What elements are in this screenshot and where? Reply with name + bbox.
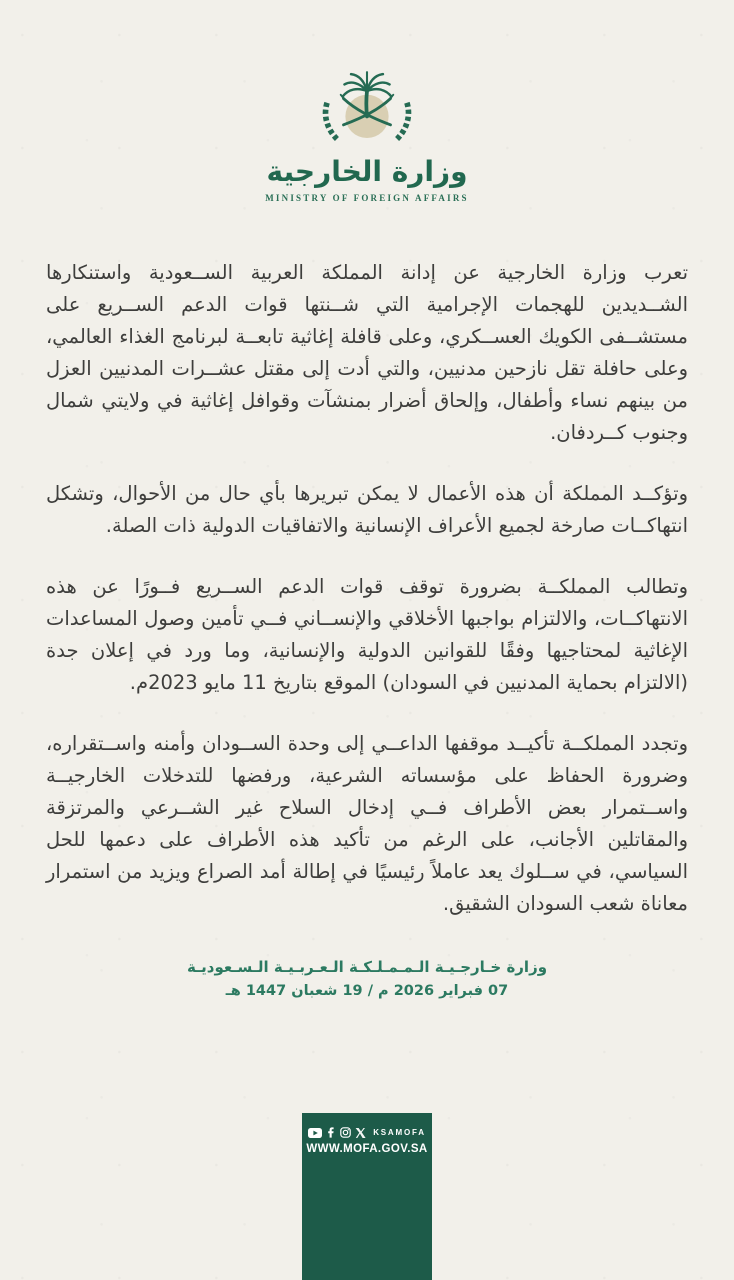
header [0, 0, 734, 203]
ministry-wordmark-english: MINISTRY OF FOREIGN AFFAIRS [265, 193, 469, 204]
facebook-icon [326, 1127, 336, 1138]
website-url: WWW.MOFA.GOV.SA [306, 1143, 428, 1155]
signature-ministry-name: وزارة خـارجـيـة الـمـمـلـكـة الـعـربـيـة الـسـعوديـة [186, 958, 548, 977]
signature-block [0, 958, 734, 999]
statement-paragraph: تعرب وزارة الخارجية عن إدانة المملكة العربية الســعودية واستنكارها الشــديدين للهجمات الإجرامية التي شــنتها قوات الدعم الســريع على مستشــفى الكويك العســكري، وعلى قافلة إغاثية تابعــة لبرنامج الغذاء العالمي، وعلى حافلة تقل نازحين مدنيين، والتي أدت إلى مقتل عشــرات المدنيين العزل من بينهم نساء وأطفال، وإلحاق أضرار بمنشآت وقوافل إغاثية في ولايتي شمال وجنوب كــردفان. [46, 261, 688, 445]
youtube-icon [308, 1128, 322, 1138]
mofa-emblem-icon [301, 60, 433, 154]
footer-card [302, 1113, 432, 1280]
x-icon [355, 1128, 366, 1138]
statement-paragraph: وتجدد المملكــة تأكيــد موقفها الداعــي إلى وحدة الســودان وأمنه واســتقراره، وضرورة الحفاظ على مؤسساته الشرعية، ورفضها للتدخلات الخارجيــة واســتمرار بعض الأطراف فــي إدخال السلاح غير الشــرعي والمرتزقة والمقاتلين الأجانب، على الرغم من تأكيد هذه الأطراف على دعمها للحل السياسي، في ســلوك يعد عاملاً رئيسيًا في إطالة أمد الصراع ويزيد من استمرار معاناة شعب السودان الشقيق. [46, 732, 688, 916]
statement-body [46, 257, 688, 920]
statement-paragraph: وتطالب المملكــة بضرورة توقف قوات الدعم الســريع فــورًا عن هذه الانتهاكــات، والالتزام بواجبها الأخلاقي والإنســاني فــي تأمين وصول المساعدات الإغاثية لمحتاجيها وفقًا للقوانين الدولية والإنسانية، وما ورد في إعلان جدة (الالتزام بحماية المدنيين في السودان) الموقع بتاريخ 11 مايو 2023م. [46, 575, 688, 695]
ministry-wordmark-arabic: وزارة الخارجية [266, 155, 468, 188]
statement-paragraph: وتؤكــد المملكة أن هذه الأعمال لا يمكن تبريرها بأي حال من الأحوال، وتشكل انتهاكــات صارخة لجميع الأعراف الإنسانية والاتفاقيات الدولية ذات الصلة. [46, 482, 688, 538]
instagram-icon [340, 1127, 351, 1138]
social-icons-row [302, 1126, 432, 1139]
social-handle: KSAMOFA [373, 1128, 426, 1137]
signature-date: 07 فبراير 2026 م / 19 شعبان 1447 هـ [225, 983, 509, 1000]
